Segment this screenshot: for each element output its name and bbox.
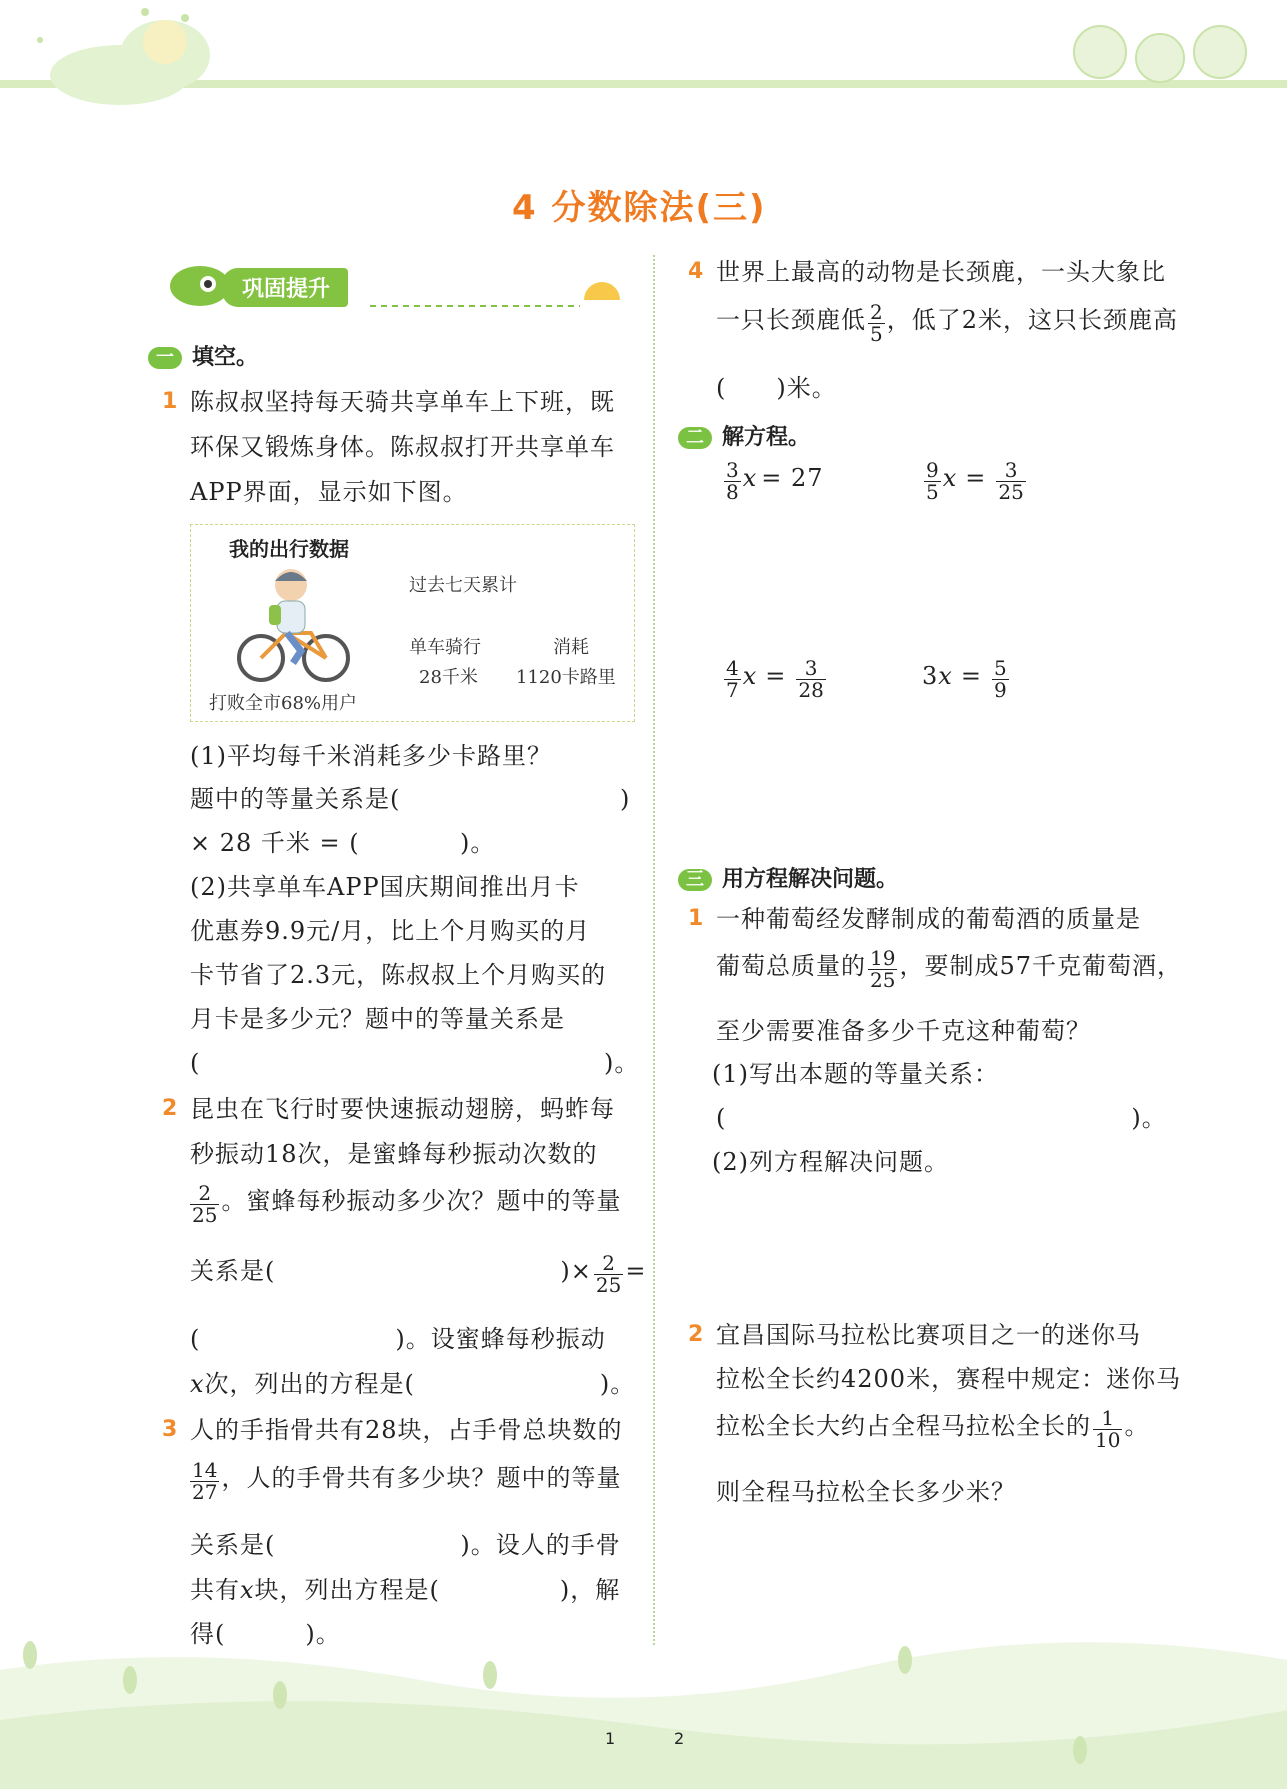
card-rank: 打败全市68%用户	[209, 693, 358, 714]
section-title: 填空。	[192, 345, 259, 370]
question-number: 3	[162, 1417, 178, 1442]
section-heading-equations: 二 解方程。	[678, 420, 810, 451]
page-number-left: 1	[605, 1729, 616, 1748]
equation-2: $\frac{9}{5}$ x = $\frac{3}{25}$	[926, 458, 1024, 504]
card-ride-label: 单车骑行	[409, 637, 481, 658]
q1-line: APP界面，显示如下图。	[190, 478, 468, 506]
q2-line: 秒振动18次，是蜜蜂每秒振动次数的	[190, 1140, 598, 1168]
equation-3: $\frac{4}{7}$ x = $\frac{3}{28}$	[726, 656, 824, 702]
q1-sub2: )。	[604, 1049, 640, 1077]
p1-line1: 一种葡萄经发酵制成的葡萄酒的质量是	[716, 905, 1141, 933]
equation-4: 3x = $\frac{5}{9}$	[922, 656, 1007, 702]
card-ride-value: 28千米	[419, 667, 478, 688]
section-heading-fill	[148, 340, 258, 371]
section-badge: 一	[148, 347, 182, 369]
question-number: 2	[162, 1096, 178, 1121]
header-decoration	[0, 0, 1287, 110]
q1-sub2: (2)共享单车APP国庆期间推出月卡	[190, 873, 580, 901]
column-divider	[653, 255, 655, 1645]
q1-sub1-c: × 28 千米 = (	[190, 829, 360, 857]
p2-line4: 则全程马拉松全长多少米？	[716, 1478, 1016, 1506]
q1-sub2: 卡节省了2.3元，陈叔叔上个月购买的	[190, 961, 607, 989]
cyclist-icon	[231, 563, 351, 683]
p1-line4: (1)写出本题的等量关系：	[712, 1060, 999, 1088]
q3-line2: $\frac{14}{27}$ ，人的手骨共有多少块？题中的等量	[192, 1458, 622, 1504]
banner-label: 巩固提升	[222, 268, 348, 307]
p1-line5: ( )。	[716, 1104, 1167, 1132]
q4-line2: 一只长颈鹿低 $\frac{2}{5}$ ，低了2米，这只长颈鹿高	[716, 300, 1179, 346]
q1-line: 环保又锻炼身体。陈叔叔打开共享单车	[190, 433, 615, 461]
card-burn-label: 消耗	[553, 637, 589, 658]
question-number: 1	[688, 906, 704, 931]
equation-1: $\frac{3}{8}$ x = 27	[726, 458, 824, 504]
section-heading-word-problems: 三 用方程解决问题。	[678, 862, 898, 893]
page-title: 4 分数除法(三)	[512, 188, 767, 228]
p2-line2: 拉松全长约4200米，赛程中规定：迷你马	[716, 1365, 1182, 1393]
q2-line5: ( )。设蜜蜂每秒振动	[190, 1325, 606, 1353]
q3-line4: 共有x块，列出方程是( )，解	[190, 1576, 621, 1604]
q1-sub2: 月卡是多少元？题中的等量关系是	[190, 1005, 565, 1033]
footer-landscape	[0, 1630, 1287, 1789]
p2-line1: 宜昌国际马拉松比赛项目之一的迷你马	[716, 1321, 1141, 1349]
q1-sub1-a: 题中的等量关系是(	[190, 785, 401, 813]
q3-line1: 人的手指骨共有28块，占手骨总块数的	[190, 1416, 623, 1444]
q1-sub2: (	[190, 1049, 201, 1077]
card-burn-value: 1120卡路里	[516, 667, 616, 688]
q4-line3: ( )米。	[716, 374, 837, 402]
q3-line3: 关系是( )。设人的手骨	[190, 1531, 621, 1559]
q1-line: 陈叔叔坚持每天骑共享单车上下班，既	[190, 388, 615, 416]
card-period: 过去七天累计	[409, 575, 517, 596]
app-data-card	[190, 524, 635, 722]
q1-sub1-d: )。	[460, 829, 496, 857]
p1-line3: 至少需要准备多少千克这种葡萄？	[716, 1017, 1091, 1045]
section-banner	[150, 256, 640, 312]
question-number: 1	[162, 389, 178, 414]
q2-line6: x次，列出的方程是( )。	[190, 1370, 636, 1398]
q1-sub2: 优惠券9.9元/月，比上个月购买的月	[190, 917, 591, 945]
q2-line3: $\frac{2}{25}$ 。蜜蜂每秒振动多少次？题中的等量	[192, 1181, 622, 1227]
p2-line3: 拉松全长大约占全程马拉松全长的 $\frac{1}{10}$ 。	[716, 1406, 1150, 1452]
page-number-right: 2	[674, 1729, 685, 1748]
p1-line2: 葡萄总质量的 $\frac{19}{25}$ ，要制成57千克葡萄酒，	[716, 946, 1182, 992]
q4-line1: 世界上最高的动物是长颈鹿，一头大象比	[716, 258, 1166, 286]
q1-sub1: (1)平均每千米消耗多少卡路里？	[190, 742, 552, 770]
question-number: 2	[688, 1322, 704, 1347]
q2-line: 昆虫在飞行时要快速振动翅膀，蚂蚱每	[190, 1095, 615, 1123]
q1-sub1-b: )	[620, 785, 631, 813]
question-number: 4	[688, 259, 704, 284]
p1-line6: (2)列方程解决问题。	[712, 1148, 949, 1176]
fraction: $\frac{2}{25}$	[192, 1181, 218, 1227]
card-heading: 我的出行数据	[229, 537, 349, 561]
q3-line5: 得( )。	[190, 1620, 341, 1648]
q2-line4: 关系是( )× $\frac{2}{25}$ =	[190, 1251, 647, 1297]
